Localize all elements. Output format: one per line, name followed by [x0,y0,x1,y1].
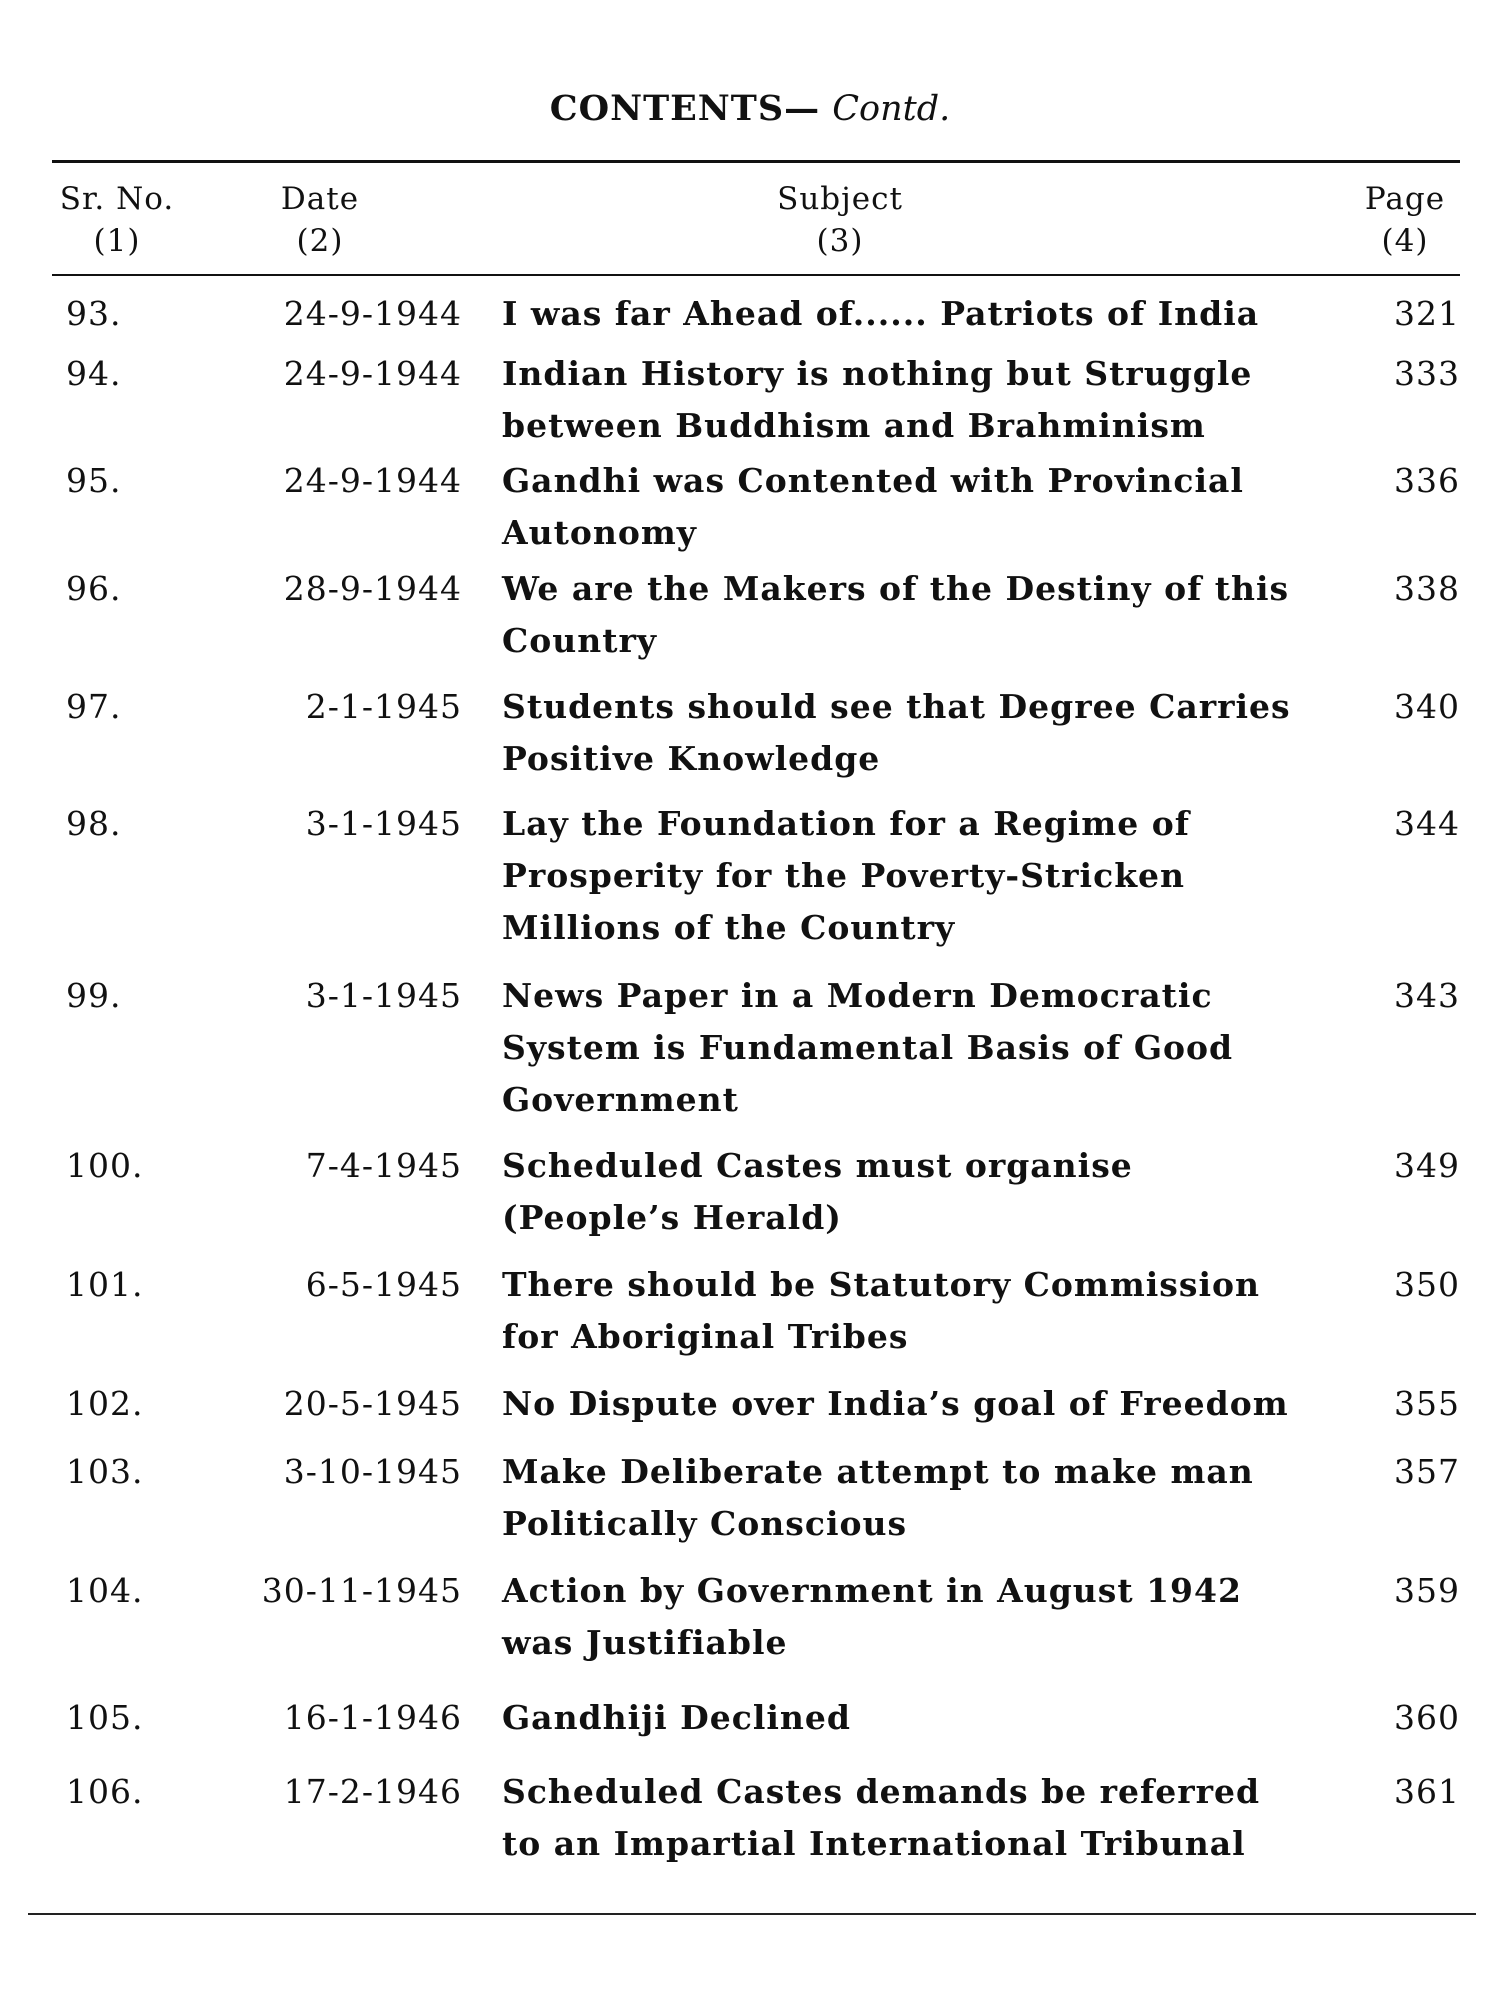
sr-no-cell: 105. [66,1698,144,1737]
date-cell: 2-1-1945 [305,687,462,726]
page-cell: 343 [1394,976,1460,1015]
date-cell: 6-5-1945 [305,1265,462,1304]
subject-cell [502,798,1350,954]
sr-no-cell: 97. [66,687,122,726]
header-page [1350,178,1460,262]
subject-line: Country [502,621,658,660]
subject-line: was Justifiable [502,1623,788,1662]
sr-no-cell: 95. [66,461,122,500]
subject-line: Positive Knowledge [502,739,881,778]
sr-no-cell: 98. [66,804,122,843]
subject-cell [502,348,1350,452]
sr-no-cell: 101. [66,1265,144,1304]
date-cell: 3-1-1945 [305,804,462,843]
page-cell: 336 [1394,461,1460,500]
title-dash: — [784,88,821,129]
subject-line: Prosperity for the Poverty-Stricken [502,856,1186,895]
date-cell: 3-1-1945 [305,976,462,1015]
subject-cell [502,288,1350,340]
page-cell: 321 [1394,294,1460,333]
subject-line: Gandhi was Contented with Provincial [502,461,1244,500]
subject-line: for Aboriginal Tribes [502,1317,909,1356]
subject-line: between Buddhism and Brahminism [502,406,1206,445]
subject-line: Scheduled Castes demands be referred [502,1772,1261,1811]
date-cell: 30-11-1945 [261,1571,462,1610]
date-cell: 24-9-1944 [283,294,462,333]
date-cell: 3-10-1945 [283,1452,462,1491]
sr-no-cell: 103. [66,1452,144,1491]
header-subject-number: (3) [816,223,864,259]
subject-line: Indian History is nothing but Struggle [502,354,1253,393]
subject-cell [502,1766,1350,1870]
subject-line: There should be Statutory Commission [502,1265,1260,1304]
subject-cell [502,455,1350,559]
subject-cell [502,1565,1350,1669]
subject-line: News Paper in a Modern Democratic [502,976,1213,1015]
sr-no-cell: 100. [66,1146,144,1185]
subject-cell [502,1692,1350,1744]
page-cell: 349 [1394,1146,1460,1185]
page-cell: 340 [1394,687,1460,726]
subject-line: (People’s Herald) [502,1198,842,1237]
sr-no-cell: 93. [66,294,122,333]
header-subject-label: Subject [777,181,903,217]
sr-no-cell: 96. [66,569,122,608]
date-cell: 24-9-1944 [283,461,462,500]
date-cell: 17-2-1946 [283,1772,462,1811]
subject-cell [502,1140,1350,1244]
date-cell: 24-9-1944 [283,354,462,393]
title-main: CONTENTS [549,88,785,129]
subject-line: No Dispute over India’s goal of Freedom [502,1384,1289,1423]
header-date [250,178,390,262]
sr-no-cell: 99. [66,976,122,1015]
bottom-rule [28,1913,1476,1915]
subject-line: Make Deliberate attempt to make man [502,1452,1254,1491]
header-rule [52,274,1460,276]
sr-no-cell: 94. [66,354,122,393]
subject-cell [502,1378,1350,1430]
header-date-number: (2) [296,223,344,259]
sr-no-cell: 102. [66,1384,144,1423]
subject-line: Politically Conscious [502,1504,908,1543]
header-page-label: Page [1364,181,1446,217]
subject-line: System is Fundamental Basis of Good [502,1028,1234,1067]
subject-cell [502,563,1350,667]
subject-line: Students should see that Degree Carries [502,687,1291,726]
page-cell: 360 [1394,1698,1460,1737]
subject-line: Action by Government in August 1942 [502,1571,1242,1610]
header-sr-no [52,178,182,262]
date-cell: 7-4-1945 [305,1146,462,1185]
title-contd: Contd. [832,89,951,129]
header-date-label: Date [280,181,360,217]
page-cell: 350 [1394,1265,1460,1304]
page-cell: 357 [1394,1452,1460,1491]
subject-line: I was far Ahead of...... Patriots of India [502,294,1260,333]
date-cell: 16-1-1946 [283,1698,462,1737]
top-rule [52,160,1460,163]
header-subject [720,178,960,262]
page-cell: 359 [1394,1571,1460,1610]
subject-cell [502,1446,1350,1550]
subject-line: Scheduled Castes must organise [502,1146,1133,1185]
subject-line: Lay the Foundation for a Regime of [502,804,1190,843]
page-cell: 338 [1394,569,1460,608]
header-sr-no-label: Sr. No. [59,181,175,217]
page-title [0,88,1500,129]
subject-cell [502,681,1350,785]
subject-line: Government [502,1080,739,1119]
subject-line: Gandhiji Declined [502,1698,851,1737]
page-cell: 344 [1394,804,1460,843]
date-cell: 28-9-1944 [283,569,462,608]
page-cell: 355 [1394,1384,1460,1423]
subject-line: to an Impartial International Tribunal [502,1824,1246,1863]
header-sr-no-number: (1) [93,223,141,259]
page-cell: 333 [1394,354,1460,393]
date-cell: 20-5-1945 [283,1384,462,1423]
sr-no-cell: 106. [66,1772,144,1811]
page-cell: 361 [1394,1772,1460,1811]
subject-line: Autonomy [502,513,697,552]
subject-cell [502,1259,1350,1363]
header-page-number: (4) [1381,223,1429,259]
subject-line: We are the Makers of the Destiny of this [502,569,1290,608]
subject-line: Millions of the Country [502,908,956,947]
subject-cell [502,970,1350,1126]
sr-no-cell: 104. [66,1571,144,1610]
